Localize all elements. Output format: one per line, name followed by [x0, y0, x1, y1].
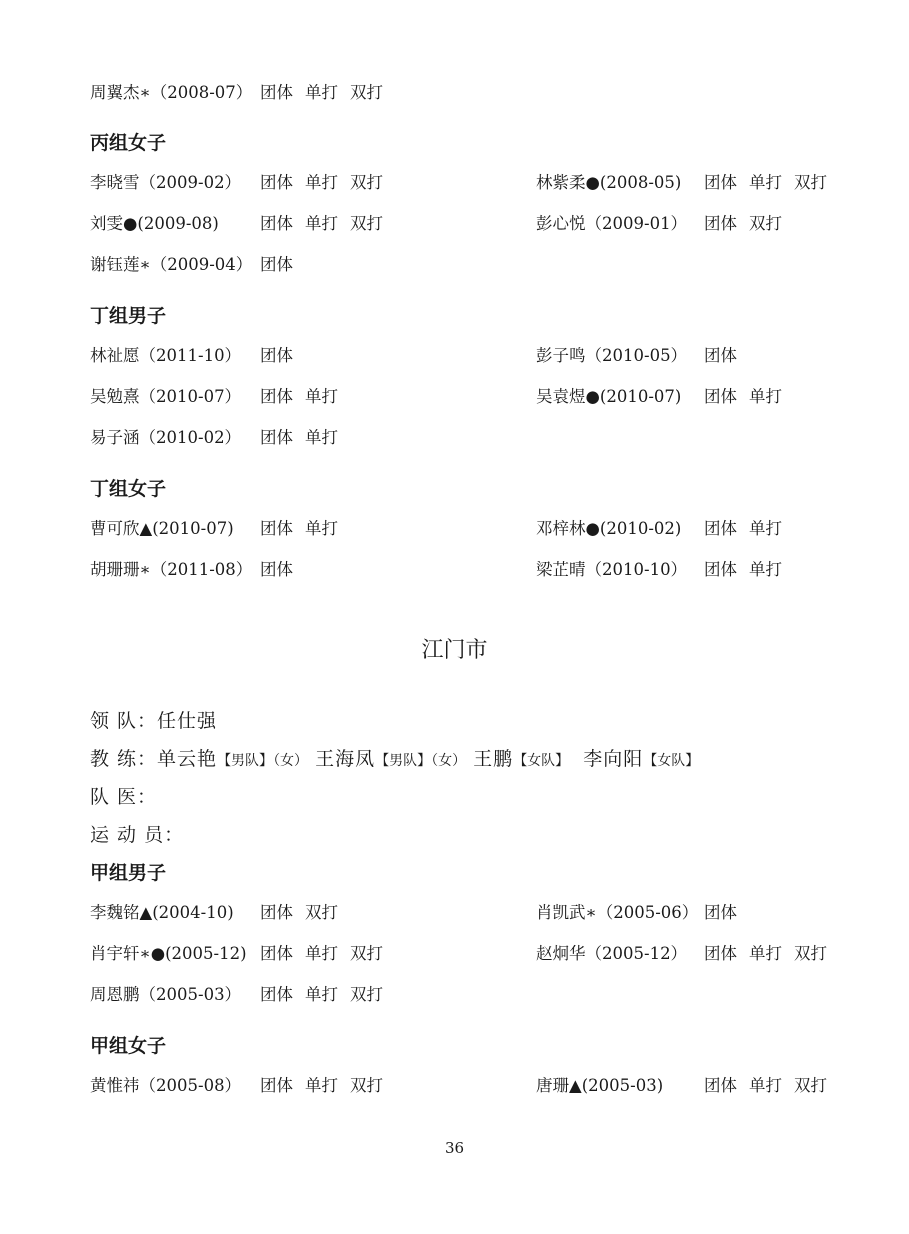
event-label: 双打: [350, 985, 383, 1004]
event-label: 团体: [704, 173, 737, 192]
event-label: 团体: [260, 944, 293, 963]
player-events: [260, 559, 305, 581]
player-name: 刘雯●(2009-08): [90, 214, 219, 233]
player-events: [260, 254, 305, 276]
event-label: 双打: [794, 1076, 827, 1095]
event-label: 单打: [749, 944, 782, 963]
event-label: 团体: [704, 387, 737, 406]
player-name: 彭心悦（2009-01）: [536, 214, 688, 233]
player-name: 肖宇轩∗●(2005-12): [90, 944, 247, 963]
event-label: 双打: [350, 83, 383, 102]
player-name: 谢钰莲∗（2009-04）: [90, 255, 253, 274]
player-name: 赵炯华（2005-12）: [536, 944, 688, 963]
player-events: [260, 1075, 395, 1097]
player-entry: [90, 518, 338, 540]
player-events: [260, 172, 395, 194]
player-name: 林紫柔●(2008-05): [536, 173, 682, 192]
player-name: 易子涵（2010-02）: [90, 428, 242, 447]
section-heading: 丙组女子: [90, 132, 167, 154]
player-entry: [536, 213, 782, 235]
player-events: [260, 518, 350, 540]
player-entry: [90, 902, 338, 924]
event-label: 单打: [305, 214, 338, 233]
section-heading: 丁组女子: [90, 478, 167, 500]
player-events: [704, 943, 839, 965]
event-label: 团体: [260, 428, 293, 447]
leader-name: 任仕强: [157, 710, 218, 732]
coach-note: （女）: [431, 753, 467, 769]
event-label: 单打: [305, 985, 338, 1004]
player-entry: [90, 943, 383, 965]
event-label: 团体: [260, 83, 293, 102]
event-label: 团体: [704, 944, 737, 963]
player-entry: [90, 213, 383, 235]
player-events: [704, 386, 794, 408]
event-label: 单打: [749, 387, 782, 406]
leader-label: 领 队：: [90, 710, 158, 732]
coach-label: 教 练：: [90, 748, 158, 770]
section-heading: 甲组女子: [90, 1035, 167, 1057]
event-label: 团体: [260, 387, 293, 406]
player-events: [704, 902, 749, 924]
player-events: [260, 984, 395, 1006]
coach-name: 王鹏: [473, 748, 514, 770]
page-number: 36: [444, 1139, 465, 1157]
event-label: 双打: [305, 903, 338, 922]
event-label: 团体: [704, 1076, 737, 1095]
player-events: [704, 1075, 839, 1097]
event-label: 团体: [260, 173, 293, 192]
player-name: 吴袁煜●(2010-07): [536, 387, 682, 406]
event-label: 双打: [749, 214, 782, 233]
event-label: 团体: [704, 519, 737, 538]
player-name: 梁芷晴（2010-10）: [536, 560, 688, 579]
player-name: 邓梓林●(2010-02): [536, 519, 682, 538]
player-entry: [536, 1075, 827, 1097]
event-label: 单打: [305, 519, 338, 538]
event-label: 团体: [260, 560, 293, 579]
staff-leader-line: [90, 708, 217, 734]
player-events: [260, 386, 350, 408]
event-label: 单打: [749, 560, 782, 579]
player-name: 吴勉熹（2010-07）: [90, 387, 242, 406]
player-events: [260, 943, 395, 965]
section-heading: 甲组男子: [90, 862, 167, 884]
event-label: 团体: [704, 903, 737, 922]
player-name: 李魏铭▲(2004-10): [90, 903, 234, 922]
player-entry: [536, 943, 827, 965]
player-entry: [90, 82, 383, 104]
event-label: 团体: [260, 214, 293, 233]
event-label: 单打: [305, 173, 338, 192]
event-label: 单打: [305, 944, 338, 963]
event-label: 单打: [305, 83, 338, 102]
player-name: 黄惟祎（2005-08）: [90, 1076, 242, 1095]
player-entry: [90, 386, 338, 408]
coach-team: 【女队】: [513, 753, 570, 769]
event-label: 单打: [749, 173, 782, 192]
event-label: 双打: [350, 173, 383, 192]
event-label: 团体: [260, 255, 293, 274]
player-entry: [536, 172, 827, 194]
player-entry: [90, 427, 338, 449]
coach-team: 【女队】: [643, 753, 700, 769]
event-label: 团体: [260, 903, 293, 922]
player-events: [704, 559, 794, 581]
event-label: 双打: [350, 1076, 383, 1095]
coach-name: 王海凤: [315, 748, 376, 770]
player-name: 周恩鹏（2005-03）: [90, 985, 242, 1004]
player-entry: [536, 518, 782, 540]
event-label: 团体: [260, 346, 293, 365]
event-label: 单打: [749, 1076, 782, 1095]
player-events: [704, 213, 794, 235]
player-entry: [536, 345, 737, 367]
player-entry: [90, 559, 293, 581]
coach-team: 【男队】: [217, 753, 274, 769]
player-entry: [90, 254, 293, 276]
player-entry: [90, 172, 383, 194]
player-name: 周翼杰∗（2008-07）: [90, 83, 253, 102]
event-label: 双打: [350, 944, 383, 963]
coach-team: 【男队】: [375, 753, 432, 769]
player-events: [260, 82, 395, 104]
coach-name: 李向阳: [583, 748, 644, 770]
event-label: 单打: [305, 387, 338, 406]
staff-coach-line: [90, 746, 699, 774]
event-label: 双打: [350, 214, 383, 233]
player-entry: [90, 984, 383, 1006]
player-entry: [536, 559, 782, 581]
player-name: 曹可欣▲(2010-07): [90, 519, 234, 538]
event-label: 团体: [704, 560, 737, 579]
event-label: 双打: [794, 944, 827, 963]
player-name: 唐珊▲(2005-03): [536, 1076, 664, 1095]
player-events: [260, 427, 350, 449]
player-events: [260, 902, 350, 924]
player-name: 李晓雪（2009-02）: [90, 173, 242, 192]
player-name: 彭子鸣（2010-05）: [536, 346, 688, 365]
player-events: [704, 172, 839, 194]
player-entry: [536, 902, 737, 924]
event-label: 团体: [260, 1076, 293, 1095]
player-events: [260, 213, 395, 235]
city-title: 江门市: [421, 638, 488, 663]
athletes-label: 运 动 员：: [90, 824, 185, 846]
event-label: 单打: [305, 428, 338, 447]
player-events: [704, 345, 749, 367]
player-entry: [536, 386, 782, 408]
event-label: 团体: [704, 346, 737, 365]
player-entry: [90, 345, 293, 367]
coach-name: 单云艳: [157, 748, 218, 770]
player-events: [704, 518, 794, 540]
event-label: 双打: [794, 173, 827, 192]
player-name: 林祉愿（2011-10）: [90, 346, 242, 365]
event-label: 团体: [260, 985, 293, 1004]
event-label: 团体: [260, 519, 293, 538]
player-name: 肖凯武∗（2005-06）: [536, 903, 699, 922]
section-heading: 丁组男子: [90, 305, 167, 327]
coach-note: （女）: [273, 753, 309, 769]
doctor-label: 队 医：: [90, 786, 158, 808]
event-label: 团体: [704, 214, 737, 233]
player-name: 胡珊珊∗（2011-08）: [90, 560, 253, 579]
staff-doctor-line: [90, 784, 157, 810]
event-label: 单打: [749, 519, 782, 538]
player-events: [260, 345, 305, 367]
player-entry: [90, 1075, 383, 1097]
staff-athletes-line: [90, 822, 184, 848]
event-label: 单打: [305, 1076, 338, 1095]
